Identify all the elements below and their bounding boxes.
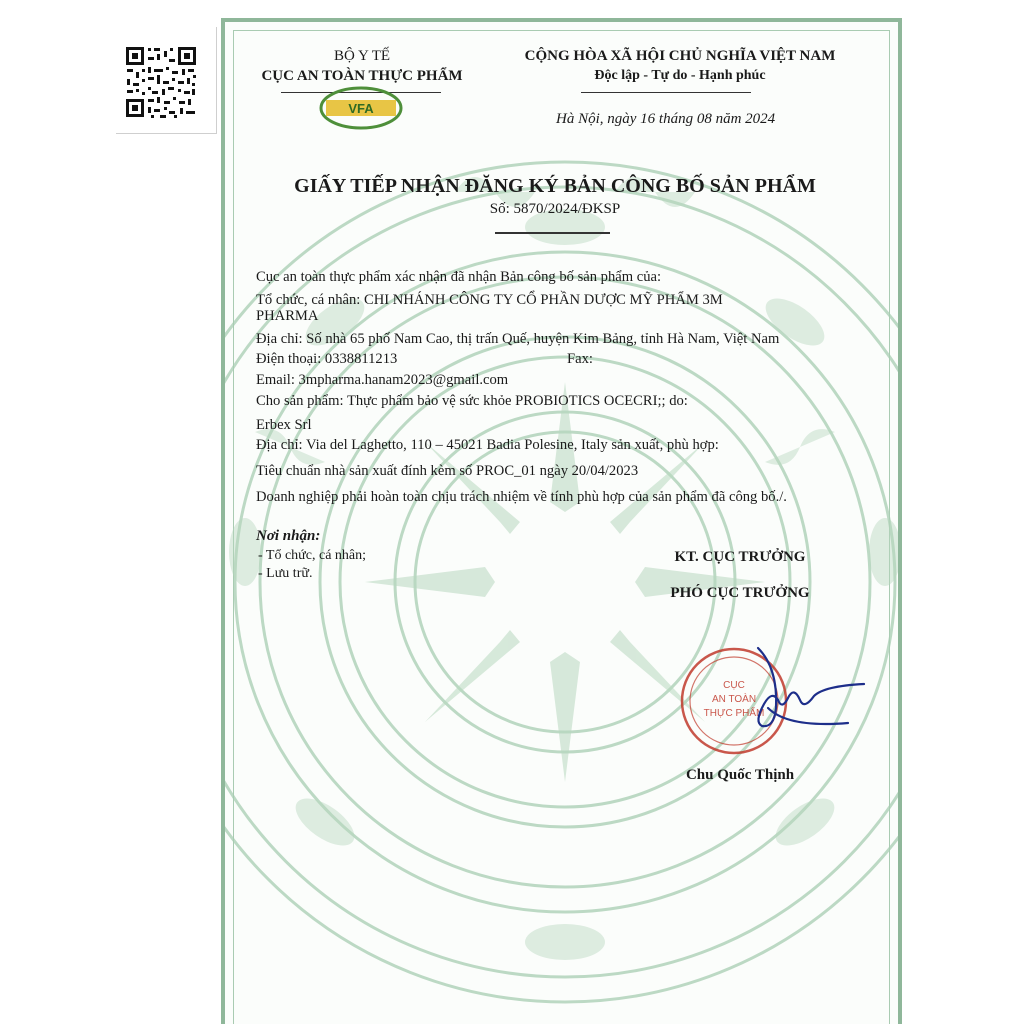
organization-address: Địa chỉ: Số nhà 65 phố Nam Cao, thị trấn Quế, huyện Kim Bảng, tỉnh Hà Nam, Việt Nam xyxy=(256,331,780,347)
place-date: Hà Nội, ngày 16 tháng 08 năm 2024 xyxy=(556,111,776,127)
phone-line: Điện thoại: 0338811213 xyxy=(256,351,398,367)
organization-line: Tổ chức, cá nhân: CHI NHÁNH CÔNG TY CỔ PHẦN DƯỢC MỸ PHẨM 3M xyxy=(256,292,723,308)
country-name: CỘNG HÒA XÃ HỘI CHỦ NGHĨA VIỆT NAM xyxy=(524,48,836,64)
manufacturer-name: Erbex Srl xyxy=(256,417,312,433)
signatory-name: Chu Quốc Thịnh xyxy=(685,767,795,783)
ministry-name: BỘ Y TẾ xyxy=(333,48,391,64)
recipients-heading: Nơi nhận: xyxy=(256,528,321,544)
vfa-logo-icon xyxy=(318,85,404,131)
title-underline xyxy=(495,232,610,234)
svg-text:VFA: VFA xyxy=(348,101,374,116)
signatory-position: PHÓ CỤC TRƯỞNG xyxy=(670,585,810,601)
document-number: Số: 5870/2024/ĐKSP xyxy=(489,201,621,217)
signatory-title: KT. CỤC TRƯỞNG xyxy=(674,549,806,565)
fax-line: Fax: xyxy=(567,351,593,367)
motto-underline xyxy=(581,92,751,93)
recipient-item: - Tổ chức, cá nhân; xyxy=(258,548,367,563)
product-line: Cho sản phẩm: Thực phẩm bảo vệ sức khỏe PROBIOTICS OCECRI;; do: xyxy=(256,393,688,409)
manufacturer-address: Địa chỉ: Via del Laghetto, 110 – 45021 Badia Polesine, Italy sản xuất, phù hợp: xyxy=(256,437,719,453)
standard-line: Tiêu chuẩn nhà sản xuất đính kèm số PROC_01 ngày 20/04/2023 xyxy=(256,463,639,479)
seal-and-signature xyxy=(676,646,876,776)
agency-name: CỤC AN TOÀN THỰC PHẨM xyxy=(261,68,463,84)
certificate-paper xyxy=(221,18,902,1024)
national-motto: Độc lập - Tự do - Hạnh phúc xyxy=(594,68,766,83)
svg-text:AN TOÀN: AN TOÀN xyxy=(711,694,757,705)
recipient-item: - Lưu trữ. xyxy=(258,566,313,581)
svg-text:THỰC PHẨM: THỰC PHẨM xyxy=(703,708,765,719)
qr-code-icon xyxy=(124,45,198,119)
intro-line: Cục an toàn thực phẩm xác nhận đã nhận Bản công bố sản phẩm của: xyxy=(256,269,662,285)
document-title: GIẤY TIẾP NHẬN ĐĂNG KÝ BẢN CÔNG BỐ SẢN PHẨM xyxy=(294,175,816,197)
responsibility-line: Doanh nghiệp phải hoàn toàn chịu trách nhiệm về tính phù hợp của sản phẩm đã công bố./. xyxy=(256,489,787,505)
qr-code-panel xyxy=(116,27,217,134)
svg-text:CỤC: CỤC xyxy=(723,680,745,691)
handwritten-signature-icon xyxy=(758,648,864,726)
organization-line-cont: PHARMA xyxy=(256,308,319,324)
email-line: Email: 3mpharma.hanam2023@gmail.com xyxy=(256,372,509,388)
